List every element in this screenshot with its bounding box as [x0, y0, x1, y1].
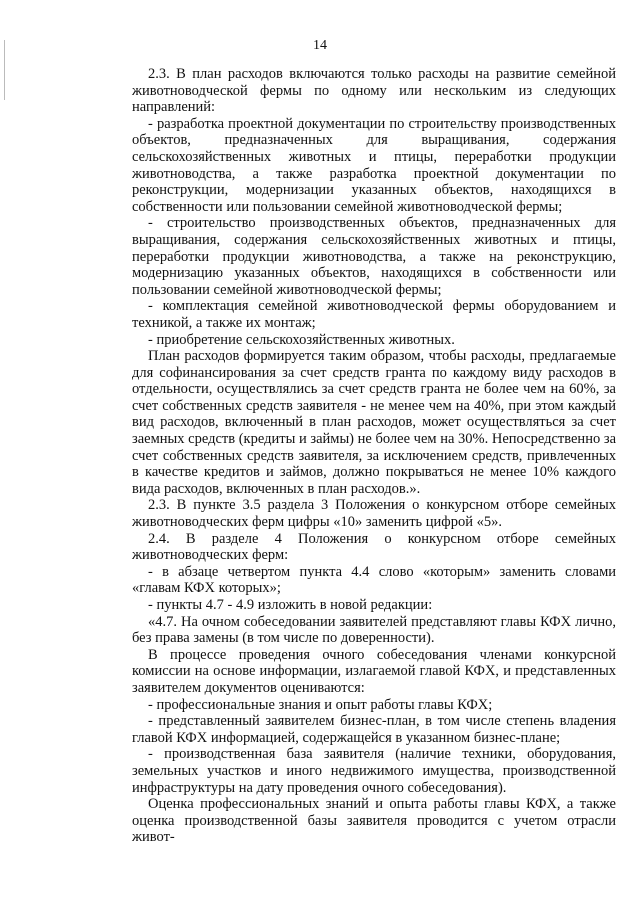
paragraph: - приобретение сельскохозяйственных животных. [148, 331, 455, 348]
paragraph: 2.3. В пункте 3.5 раздела 3 Положения о конкурсном отборе семейных животноводческих ферм цифры «10» заменить цифрой «5». [132, 497, 616, 531]
paragraph: - в абзаце четвертом пункта 4.4 слово «которым» заменить словами «главам КФХ которых»; [132, 563, 616, 597]
paragraph: Оценка профессиональных знаний и опыта работы главы КФХ, а также оценка производственной базы заявителя проводится с учетом отрасли живот- [132, 796, 616, 846]
paragraph: - пункты 4.7 - 4.9 изложить в новой редакции: [148, 597, 433, 613]
paragraph: 2.3. В план расходов включаются только расходы на развитие семейной животноводческой фермы по одному или нескольким из следующих направлений: [132, 66, 616, 116]
paragraph: В процессе проведения очного собеседования членами конкурсной комиссии на основе информации, излагаемой главой КФХ, и представленных заявителем документов оцениваются: [132, 646, 616, 696]
paragraph: План расходов формируется таким образом, чтобы расходы, предлагаемые для софинансирования за счет средств гранта по каждому виду расходов в отдельности, осуществлялись за счет средств гранта не более чем на 60%, за счет собственных средств заявителя - не менее чем на 40%, при этом каждый вид расходов, включенный в план расходов, может осуществляться за счет заемных средств (кредиты и займы) не более чем на 30%. Непосредственно за счет собственных средств заявителя, за исключением средств, привлеченных в качестве кредитов и займов, должно покрываться не менее 10% каждого вида расходов, включенных в план расходов.». [132, 348, 616, 497]
page-number: 14 [313, 38, 327, 53]
paragraph: - комплектация семейной животноводческой фермы оборудованием и техникой, а также их монтаж; [132, 298, 616, 331]
document-body [132, 66, 616, 846]
paragraph: - разработка проектной документации по строительству производственных объектов, предназначенных для выращивания, содержания сельскохозяйственных животных и птицы, переработки продукции животноводства, а также разработка проектной документации по реконструкции, модернизации указанных объектов, находящихся в собственности или пользовании семейной животноводческой фермы; [132, 115, 616, 215]
paragraph: - представленный заявителем бизнес-план, в том числе степень владения главой КФХ информацией, содержащейся в указанном бизнес-плане; [132, 713, 616, 746]
paragraph: - профессиональные знания и опыт работы главы КФХ; [148, 696, 493, 713]
paragraph: - производственная база заявителя (наличие техники, оборудования, земельных участков и иного недвижимого имущества, производственной инфраструктуры на дату проведения очного собеседования). [132, 746, 616, 796]
paragraph: «4.7. На очном собеседовании заявителей представляют главы КФХ лично, без права замены (в том числе по доверенности). [132, 613, 616, 647]
paragraph: 2.4. В разделе 4 Положения о конкурсном отборе семейных животноводческих ферм: [132, 530, 616, 564]
paragraph: - строительство производственных объектов, предназначенных для выращивания, содержания сельскохозяйственных животных и птицы, переработки продукции животноводства, а также на реконструкцию, модернизацию указанных объектов, находящихся в собственности или пользовании семейной животноводческой фермы; [132, 215, 616, 298]
